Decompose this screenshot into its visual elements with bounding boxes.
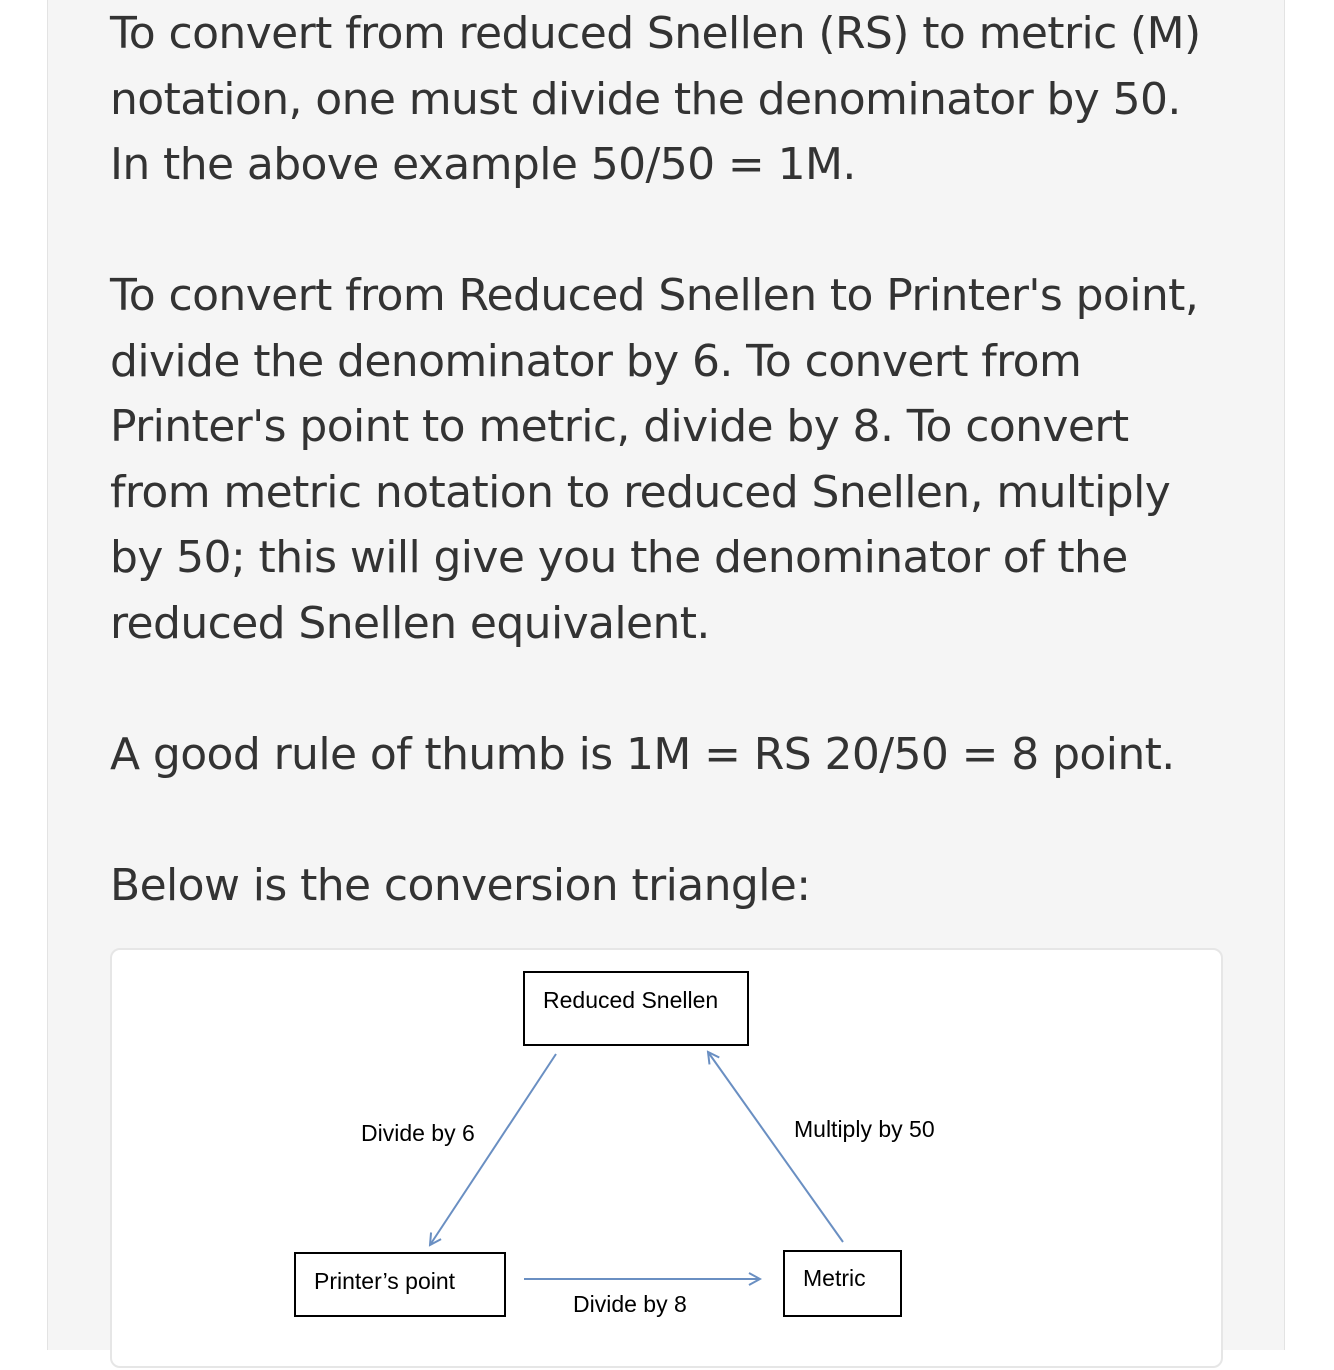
paragraph-triangle-intro bbox=[110, 853, 1250, 919]
node-label: Metric bbox=[803, 1265, 866, 1291]
arrow-metric-to-snellen bbox=[708, 1052, 843, 1242]
node-label: Printer’s point bbox=[314, 1268, 456, 1294]
text-line: reduced Snellen equivalent. bbox=[110, 597, 710, 649]
text-line: by 50; this will give you the denominator of the bbox=[110, 532, 1128, 583]
paragraph-metric-conversion bbox=[110, 1, 1250, 198]
node-printers-point bbox=[294, 1252, 506, 1317]
node-reduced-snellen bbox=[523, 971, 749, 1046]
text-line: divide the denominator by 6. To convert from bbox=[110, 335, 1082, 387]
conversion-triangle-figure bbox=[110, 948, 1223, 1368]
paragraph-printers-point-conversion bbox=[110, 263, 1250, 656]
arrow-snellen-to-point bbox=[430, 1054, 556, 1245]
text-line: Printer's point to metric, divide by 8. To convert bbox=[110, 401, 1129, 452]
text-line: A good rule of thumb is 1M = RS 20/50 = 8 point. bbox=[110, 729, 1175, 780]
text-line: Below is the conversion triangle: bbox=[110, 860, 811, 911]
text-line: from metric notation to reduced Snellen, multiply bbox=[110, 466, 1171, 518]
node-metric bbox=[783, 1250, 902, 1317]
text-line: notation, one must divide the denominator by 50. bbox=[110, 73, 1181, 125]
paragraph-rule-of-thumb bbox=[110, 722, 1250, 788]
text-line: To convert from reduced Snellen (RS) to metric (M) bbox=[110, 8, 1201, 59]
text-line: To convert from Reduced Snellen to Printer's point, bbox=[110, 270, 1199, 321]
text-line: In the above example 50/50 = 1M. bbox=[110, 139, 856, 190]
node-label: Reduced Snellen bbox=[543, 987, 719, 1013]
edge-label-divide-by-6: Divide by 6 bbox=[361, 1120, 475, 1146]
edge-label-multiply-by-50: Multiply by 50 bbox=[794, 1116, 935, 1142]
edge-label-divide-by-8: Divide by 8 bbox=[573, 1291, 687, 1317]
